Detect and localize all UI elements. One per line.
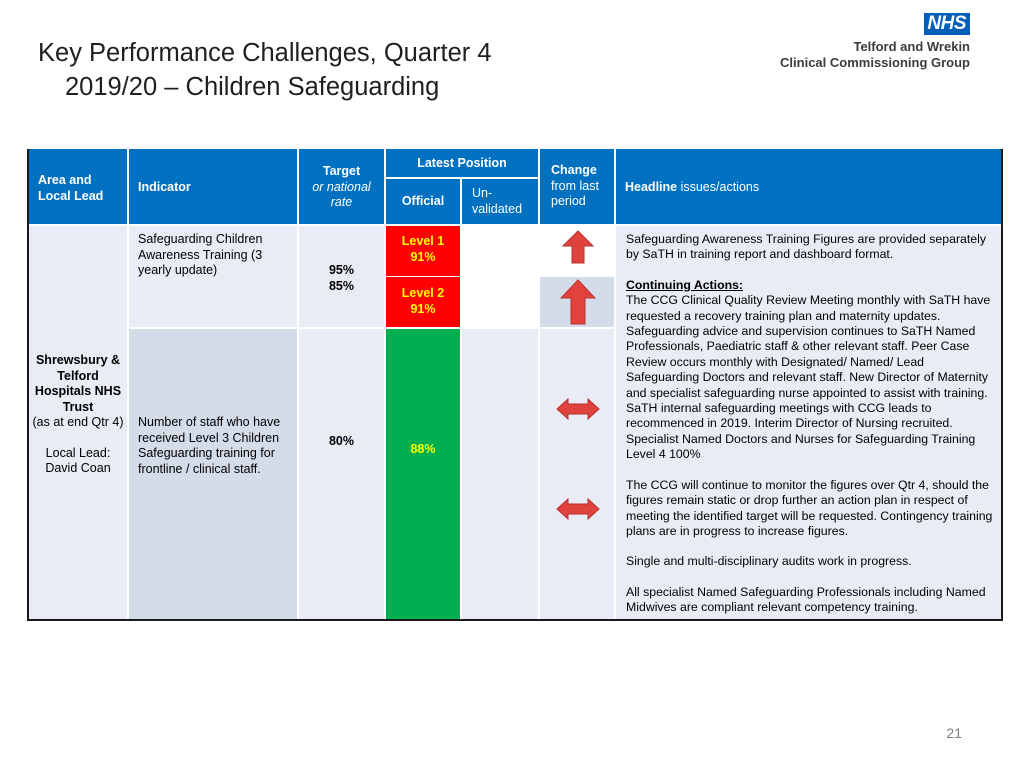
title-line-2: 2019/20 – Children Safeguarding	[65, 73, 440, 101]
headline-p3: The CCG will continue to monitor the figures over Qtr 4, should the figures remain static or drop further an action plan in respect of meeting the identified target will be requested. Contingency training plans are in progress to increase figures.	[626, 477, 993, 538]
org-name-line-2: Clinical Commissioning Group	[780, 55, 970, 70]
unvalidated-awareness	[462, 226, 538, 327]
nhs-badge: NHS	[924, 13, 970, 35]
left-right-arrow-icon	[556, 498, 600, 520]
header-latest-position: Latest Position	[386, 149, 538, 177]
header-unvalidated: Un- validated	[462, 179, 538, 224]
kpi-table	[27, 149, 1003, 621]
headline-p4: Single and multi-disciplinary audits work in progress.	[626, 554, 912, 569]
change-level3	[540, 329, 614, 621]
indicator-awareness: Safeguarding Children Awareness Training (3 yearly update)	[129, 226, 297, 327]
nhs-logo	[730, 13, 970, 71]
area-period: (as at end Qtr 4)	[32, 415, 124, 429]
continuing-actions-title: Continuing Actions:	[626, 277, 744, 292]
page-title	[38, 36, 492, 104]
unvalidated-level3	[462, 329, 538, 621]
area-cell	[29, 226, 127, 621]
target-awareness: 95% 85%	[299, 226, 384, 327]
official-level-1: Level 1 91%	[386, 226, 460, 276]
left-right-arrow-icon	[556, 398, 600, 420]
area-org-name: Shrewsbury & Telford Hospitals NHS Trust	[34, 353, 122, 414]
official-level3: 88%	[386, 329, 460, 621]
indicator-level3: Number of staff who have received Level 3 Children Safeguarding training for frontline / clinical staff.	[129, 329, 297, 621]
change-awareness-1	[540, 226, 614, 276]
header-indicator: Indicator	[129, 149, 297, 224]
area-lead: Local Lead: David Coan	[45, 445, 111, 475]
headline-cell	[616, 226, 1001, 621]
header-area: Area and Local Lead	[29, 149, 127, 224]
headline-p1: Safeguarding Awareness Training Figures are provided separately by SaTH in training report and dashboard format.	[626, 232, 987, 262]
header-change: Change from last period	[540, 149, 614, 224]
page-number: 21	[946, 725, 962, 741]
header-target: Target or national rate	[299, 149, 384, 224]
org-name-line-1: Telford and Wrekin	[853, 39, 970, 54]
headline-p5: All specialist Named Safeguarding Professionals including Named Midwives are compliant relevant competency training.	[626, 584, 986, 615]
change-awareness-2	[540, 277, 614, 327]
title-line-1: Key Performance Challenges, Quarter 4	[38, 39, 492, 67]
official-level-2: Level 2 91%	[386, 277, 460, 327]
up-arrow-icon	[562, 230, 594, 264]
up-arrow-icon	[560, 279, 596, 325]
header-official: Official	[386, 179, 460, 224]
header-headline: Headline issues/actions	[616, 149, 1001, 224]
target-level3: 80%	[299, 329, 384, 621]
headline-p2: The CCG Clinical Quality Review Meeting monthly with SaTH have requested a recovery training plan and maternity updates. Safeguarding advice and supervision continues to SaTH Named Professionals, Paediatric staff & other relevant staff. Peer Case Review occurs monthly with Designated/ Named/ Lead Safeguarding Doctors and relevant staff. New Director of Maternity and specialist safeguarding nurse appointed to assist with training. SaTH internal safeguarding meetings with CCG leads to recommenced in 2019. Interim Director of Nursing recruited. Specialist Named Doctors and Nurses for Safeguarding Training Level 4 100%	[626, 293, 991, 462]
